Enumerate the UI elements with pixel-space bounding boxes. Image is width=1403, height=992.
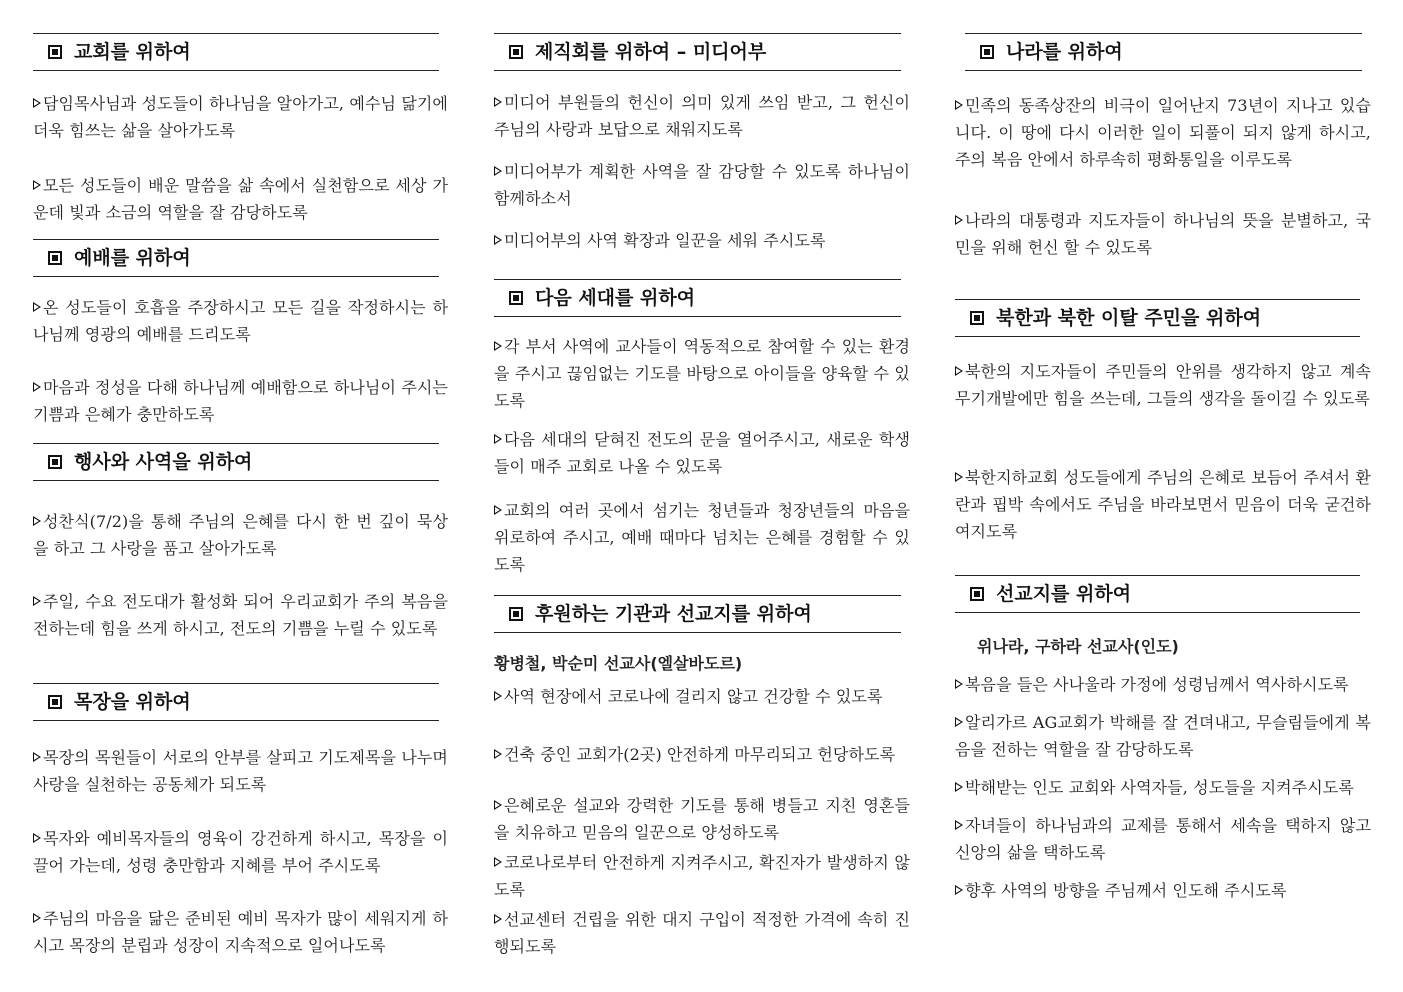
triangle-bullet-icon [33,382,41,392]
triangle-bullet-icon [955,472,963,482]
prayer-item: 성찬식(7/2)을 통해 주님의 은혜를 다시 한 번 깊이 묵상을 하고 그 사랑을 품고 살아가도록 [33,512,448,558]
prayer-item: 목자와 예비목자들의 영육이 강건하게 하시고, 목장을 이끌어 가는데, 성령 충만함과 지혜를 부어 주시도록 [33,829,448,875]
triangle-bullet-icon [33,913,41,923]
section-nation [965,33,1371,71]
triangle-bullet-icon [494,857,502,867]
triangle-bullet-icon [955,366,963,376]
prayer-item: 마음과 정성을 다해 하나님께 예배함으로 하나님이 주시는 기쁨과 은혜가 충만하도록 [33,378,448,424]
square-bullet-icon [48,695,62,709]
section-title: 북한과 북한 이탈 주민을 위하여 [996,307,1262,329]
square-bullet-icon [509,291,523,305]
section-title: 선교지를 위하여 [996,583,1132,605]
prayer-item: 교회의 여러 곳에서 섬기는 청년들과 청장년들의 마음을 위로하여 주시고, 예배 때마다 넘치는 은혜를 경험할 수 있도록 [494,501,910,574]
triangle-bullet-icon [494,434,502,444]
prayer-item: 북한지하교회 성도들에게 주님의 은혜로 보듬어 주셔서 환란과 핍박 속에서도 주님을 바라보면서 믿음이 더욱 굳건하여지도록 [955,468,1371,541]
section-missions [494,595,910,633]
triangle-bullet-icon [955,100,963,110]
section-title: 나라를 위하여 [1006,41,1123,63]
square-bullet-icon [48,455,62,469]
section-title: 후원하는 기관과 선교지를 위하여 [535,603,812,625]
section-mission-field [955,575,1371,613]
section-header [33,239,439,277]
section-title: 행사와 사역을 위하여 [74,451,253,473]
square-bullet-icon [509,45,523,59]
prayer-item: 민족의 동족상잔의 비극이 일어난지 73년이 지나고 있습니다. 이 땅에 다시 이러한 일이 되풀이 되지 않게 하시고, 주의 복음 안에서 하루속히 평화통일을 이루도록 [955,96,1371,169]
triangle-bullet-icon [33,596,41,606]
triangle-bullet-icon [33,516,41,526]
square-bullet-icon [970,311,984,325]
triangle-bullet-icon [955,717,963,727]
triangle-bullet-icon [494,505,502,515]
triangle-bullet-icon [33,98,41,108]
section-parish [33,683,448,721]
prayer-item: 미디어 부원들의 헌신이 의미 있게 쓰임 받고, 그 헌신이 주님의 사랑과 보답으로 채워지도록 [494,93,910,139]
prayer-item: 주일, 수요 전도대가 활성화 되어 우리교회가 주의 복음을 전하는데 힘을 쓰게 하시고, 전도의 기쁨을 누릴 수 있도록 [33,592,448,638]
section-nextgen [494,279,910,317]
prayer-item: 향후 사역의 방향을 주님께서 인도해 주시도록 [955,877,1371,904]
missionary-name: 위나라, 구하라 선교사(인도) [977,637,1179,656]
prayer-item: 미디어부가 계획한 사역을 잘 감당할 수 있도록 하나님이 함께하소서 [494,162,910,208]
prayer-item: 알리가르 AG교회가 박해를 잘 견뎌내고, 무슬림들에게 복음을 전하는 역할을 잘 감당하도록 [955,713,1371,759]
section-title: 다음 세대를 위하여 [535,287,696,309]
prayer-item: 주님의 마음을 닮은 준비된 예비 목자가 많이 세워지게 하시고 목장의 분립과 성장이 지속적으로 일어나도록 [33,909,448,955]
prayer-item: 선교센터 건립을 위한 대지 구입이 적정한 가격에 속히 진행되도록 [494,910,910,956]
prayer-item: 복음을 들은 사나울라 가정에 성령님께서 역사하시도록 [955,671,1371,698]
triangle-bullet-icon [955,820,963,830]
triangle-bullet-icon [33,180,41,190]
section-header [494,279,901,317]
triangle-bullet-icon [955,215,963,225]
section-media [494,33,910,71]
prayer-item: 자녀들이 하나님과의 교제를 통해서 세속을 택하지 않고 신앙의 삶을 택하도록 [955,816,1371,862]
prayer-item: 나라의 대통령과 지도자들이 하나님의 뜻을 분별하고, 국민을 위해 헌신 할 수 있도록 [955,211,1371,257]
triangle-bullet-icon [494,800,502,810]
prayer-item: 은혜로운 설교와 강력한 기도를 통해 병들고 지친 영혼들을 치유하고 믿음의 일꾼으로 양성하도록 [494,796,910,842]
triangle-bullet-icon [955,782,963,792]
section-header [494,33,901,71]
section-header [33,683,439,721]
prayer-item: 건축 중인 교회가(2곳) 안전하게 마무리되고 헌당하도록 [494,741,910,768]
prayer-item: 모든 성도들이 배운 말씀을 삶 속에서 실천함으로 세상 가운데 빛과 소금의 역할을 잘 감당하도록 [33,176,448,222]
prayer-item: 다음 세대의 닫혀진 전도의 문을 열어주시고, 새로운 학생들이 매주 교회로 나올 수 있도록 [494,430,910,476]
section-header [494,595,901,633]
square-bullet-icon [509,607,523,621]
square-bullet-icon [980,45,994,59]
section-header [965,33,1362,71]
triangle-bullet-icon [955,885,963,895]
section-worship [33,239,448,277]
triangle-bullet-icon [494,914,502,924]
triangle-bullet-icon [494,235,502,245]
prayer-item: 북한의 지도자들이 주민들의 안위를 생각하지 않고 계속 무기개발에만 힘을 쓰는데, 그들의 생각을 돌이길 수 있도록 [955,362,1371,408]
section-title: 제직회를 위하여 – 미디어부 [535,41,767,63]
column-left [33,30,448,960]
square-bullet-icon [970,587,984,601]
triangle-bullet-icon [33,752,41,762]
triangle-bullet-icon [494,691,502,701]
section-header [33,33,439,71]
prayer-item: 미디어부의 사역 확장과 일꾼을 세워 주시도록 [494,227,910,254]
column-middle [494,30,910,960]
prayer-item: 코로나로부터 안전하게 지켜주시고, 확진자가 발생하지 않도록 [494,853,910,899]
triangle-bullet-icon [494,166,502,176]
section-title: 예배를 위하여 [74,247,191,269]
section-header [955,575,1360,613]
triangle-bullet-icon [33,302,41,312]
triangle-bullet-icon [494,749,502,759]
column-right [955,30,1371,960]
prayer-item: 담임목사님과 성도들이 하나님을 알아가고, 예수님 닮기에 더욱 힘쓰는 삶을 살아가도록 [33,94,448,140]
triangle-bullet-icon [494,97,502,107]
section-northkorea [955,299,1371,337]
section-header [33,443,439,481]
prayer-item: 박해받는 인도 교회와 사역자들, 성도들을 지켜주시도록 [955,774,1371,801]
prayer-item: 온 성도들이 호흡을 주장하시고 모든 길을 작정하시는 하나님께 영광의 예배를 드리도록 [33,298,448,344]
missionary-name: 황병철, 박순미 선교사(엘살바도르) [494,654,743,673]
square-bullet-icon [48,45,62,59]
prayer-item: 사역 현장에서 코로나에 걸리지 않고 건강할 수 있도록 [494,683,910,710]
prayer-item: 목장의 목원들이 서로의 안부를 살피고 기도제목을 나누며 사랑을 실천하는 공동체가 되도록 [33,748,448,794]
section-header [955,299,1360,337]
section-title: 목장을 위하여 [74,691,191,713]
triangle-bullet-icon [494,341,502,351]
section-church [33,33,448,71]
triangle-bullet-icon [33,833,41,843]
square-bullet-icon [48,251,62,265]
section-title: 교회를 위하여 [74,41,191,63]
prayer-item: 각 부서 사역에 교사들이 역동적으로 참여할 수 있는 환경을 주시고 끊임없는 기도를 바탕으로 아이들을 양육할 수 있도록 [494,337,910,410]
triangle-bullet-icon [955,679,963,689]
section-events [33,443,448,481]
